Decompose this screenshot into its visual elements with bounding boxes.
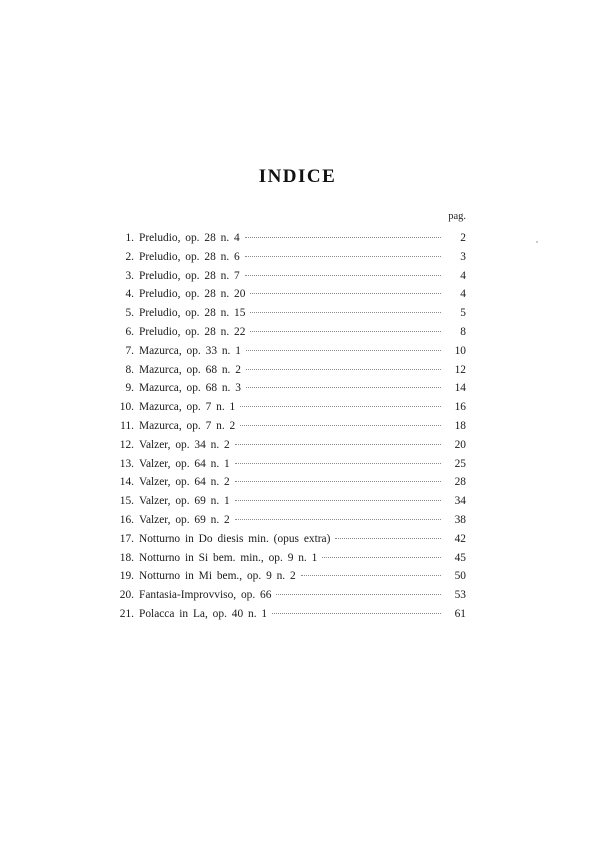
toc-entry [112,304,466,323]
scan-speck [536,241,538,243]
toc-entry-title: Mazurca, op. 68 n. 2 [139,363,241,376]
toc-entry-title: Valzer, op. 69 n. 1 [139,495,230,508]
toc-entry-title: Preludio, op. 28 n. 7 [139,269,240,282]
toc-entry-number: 13. [119,457,134,470]
dot-leader [250,331,441,332]
toc-entry-number: 3. [125,269,134,282]
dot-leader [250,293,441,294]
dot-leader [246,387,441,388]
toc-entry-page: 8 [460,325,466,338]
toc-entry [112,248,466,267]
toc-entry-title: Notturno in Si bem. min., op. 9 n. 1 [139,551,318,564]
dot-leader [245,275,441,276]
toc-entry-title: Polacca in La, op. 40 n. 1 [139,607,268,620]
dot-leader [245,237,441,238]
toc-entry-title: Valzer, op. 69 n. 2 [139,513,230,526]
toc-entry-number: 16. [119,513,134,526]
toc-entry [112,379,466,398]
toc-entry [112,605,466,624]
dot-leader [235,444,441,445]
toc-entry-number: 9. [125,382,134,395]
toc-entry [112,267,466,286]
toc-entry [112,586,466,605]
toc-entry-number: 7. [125,344,134,357]
toc-entry [112,492,466,511]
dot-leader [301,575,441,576]
toc-entry-title: Fantasia-Improvviso, op. 66 [139,589,272,602]
toc-entry-page: 16 [454,401,466,414]
toc-entry-title: Notturno in Do diesis min. (opus extra) [139,532,331,545]
toc-entry-title: Preludio, op. 28 n. 6 [139,250,240,263]
toc-entry-page: 18 [454,419,466,432]
toc-entry-number: 5. [125,307,134,320]
toc-entry-title: Mazurca, op. 68 n. 3 [139,382,241,395]
toc-entry-number: 14. [119,476,134,489]
dot-leader [250,312,441,313]
toc-entry-page: 4 [460,269,466,282]
toc-entry [112,285,466,304]
toc-entry-page: 12 [454,363,466,376]
toc-entry [112,229,466,248]
dot-leader [240,406,441,407]
dot-leader [235,519,441,520]
dot-leader [272,613,441,614]
table-of-contents [112,229,466,624]
toc-entry-page: 14 [454,382,466,395]
dot-leader [246,350,441,351]
dot-leader [235,481,441,482]
toc-entry-number: 6. [125,325,134,338]
toc-entry-page: 28 [454,476,466,489]
toc-entry-number: 19. [119,570,134,583]
dot-leader [240,425,441,426]
dot-leader [245,256,441,257]
toc-entry [112,342,466,361]
dot-leader [235,463,441,464]
toc-entry [112,567,466,586]
toc-entry-page: 42 [454,532,466,545]
toc-entry-number: 8. [125,363,134,376]
toc-entry-page: 20 [454,438,466,451]
page-column-label: pag. [448,211,466,222]
dot-leader [246,369,441,370]
dot-leader [276,594,441,595]
toc-entry [112,473,466,492]
dot-leader [322,557,441,558]
toc-entry-title: Valzer, op. 64 n. 2 [139,476,230,489]
toc-entry [112,549,466,568]
toc-entry-title: Mazurca, op. 33 n. 1 [139,344,241,357]
toc-entry-title: Valzer, op. 64 n. 1 [139,457,230,470]
toc-entry-number: 12. [119,438,134,451]
toc-entry-number: 20. [119,589,134,602]
toc-entry-number: 15. [119,495,134,508]
toc-entry-title: Mazurca, op. 7 n. 1 [139,401,236,414]
toc-entry-number: 17. [119,532,134,545]
toc-entry [112,530,466,549]
toc-entry-number: 1. [125,232,134,244]
toc-entry-title: Notturno in Mi bem., op. 9 n. 2 [139,570,296,583]
toc-entry-page: 2 [460,232,466,244]
toc-entry [112,323,466,342]
toc-entry-number: 10. [119,401,134,414]
toc-entry [112,398,466,417]
toc-entry-number: 11. [120,419,134,432]
toc-entry-title: Preludio, op. 28 n. 15 [139,307,246,320]
toc-entry-page: 34 [454,495,466,508]
toc-entry-page: 5 [460,307,466,320]
toc-entry [112,436,466,455]
toc-entry-page: 61 [454,607,466,620]
toc-entry-number: 2. [125,250,134,263]
toc-entry-page: 3 [460,250,466,263]
toc-entry [112,455,466,474]
toc-entry-title: Preludio, op. 28 n. 4 [139,232,240,244]
toc-entry-title: Preludio, op. 28 n. 20 [139,288,246,301]
toc-entry-number: 21. [119,607,134,620]
page-title: INDICE [258,166,337,187]
toc-entry-page: 25 [454,457,466,470]
toc-entry-page: 50 [454,570,466,583]
toc-entry-page: 10 [454,344,466,357]
dot-leader [335,538,441,539]
toc-entry-number: 18. [119,551,134,564]
toc-entry-page: 4 [460,288,466,301]
toc-entry-page: 45 [454,551,466,564]
toc-entry-page: 53 [454,589,466,602]
toc-entry-title: Preludio, op. 28 n. 22 [139,325,246,338]
toc-entry [112,511,466,530]
toc-entry [112,417,466,436]
toc-entry-title: Valzer, op. 34 n. 2 [139,438,230,451]
toc-entry [112,361,466,380]
toc-entry-page: 38 [454,513,466,526]
toc-entry-number: 4. [125,288,134,301]
dot-leader [235,500,441,501]
toc-entry-title: Mazurca, op. 7 n. 2 [139,419,236,432]
